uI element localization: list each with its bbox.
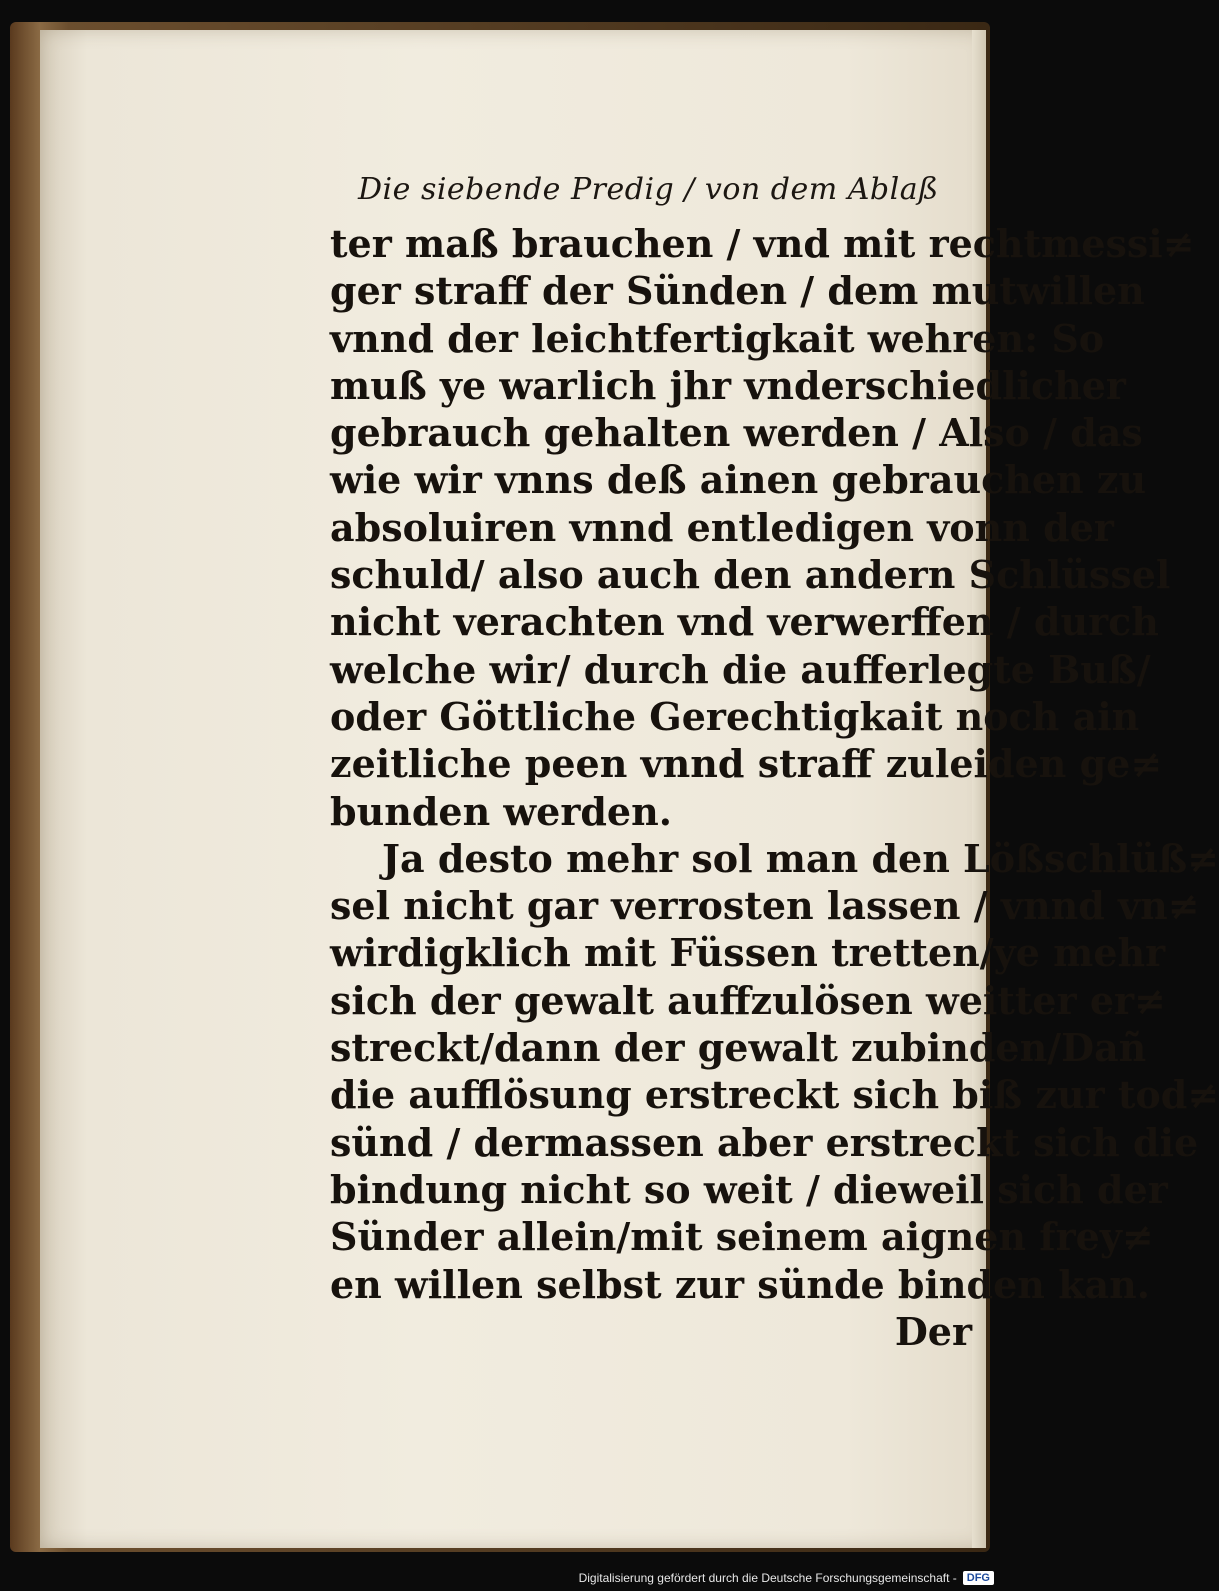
body-text-block	[330, 220, 1219, 1355]
text-line: Sünder allein/mit seinem aignen frey≠	[330, 1214, 1154, 1260]
text-line: en willen selbst zur sünde binden kan.	[330, 1261, 1150, 1307]
text-line: zeitliche peen vnnd straff zuleiden ge≠	[330, 741, 1163, 787]
book-page	[40, 30, 1219, 1548]
text-line: bindung nicht so weit / dieweil sich der	[330, 1166, 1168, 1212]
text-line: muß ye warlich jhr vnderschiedlicher	[330, 362, 1126, 408]
text-line: wirdigklich mit Füssen tretten/ye mehr	[330, 930, 1166, 976]
catchword: Der	[894, 1308, 972, 1354]
digitization-credit	[579, 1571, 994, 1585]
running-title: Die siebende Predig / von dem Ablaß	[358, 172, 939, 207]
dfg-logo: DFG	[963, 1571, 994, 1585]
text-line: sünd / dermassen aber erstreckt sich die	[330, 1119, 1199, 1165]
text-line: streckt/dann der gewalt zubinden/Dañ	[330, 1025, 1147, 1071]
text-line: welche wir/ durch die aufferlegte Buß/	[330, 646, 1151, 692]
text-line: vnnd der leichtfertigkait wehren: So	[330, 315, 1105, 361]
text-line: sich der gewalt auffzulösen weitter er≠	[330, 977, 1166, 1023]
text-line: gebrauch gehalten werden / Also / das	[330, 410, 1143, 456]
text-line: die aufflösung erstreckt sich biß zur tod≠	[330, 1072, 1219, 1118]
text-line: schuld/ also auch den andern Schlüssel	[330, 552, 1171, 598]
text-line: oder Göttliche Gerechtigkait noch ain	[330, 693, 1140, 739]
text-line: wie wir vnns deß ainen gebrauchen zu	[330, 457, 1147, 503]
text-line: ter maß brauchen / vnd mit rechtmessi≠	[330, 221, 1195, 266]
text-line: ger straff der Sünden / dem mutwillen	[330, 268, 1145, 314]
credit-text: Digitalisierung gefördert durch die Deutsche Forschungsgemeinschaft -	[578, 1571, 957, 1585]
text-line: nicht verachten vnd verwerffen / durch	[330, 599, 1159, 645]
text-line: absoluiren vnnd entledigen vonn der	[330, 504, 1114, 550]
footer-bar	[0, 1554, 1000, 1591]
text-line: sel nicht gar verrosten lassen / vnnd vn≠	[330, 883, 1200, 929]
text-line: bunden werden.	[330, 788, 672, 834]
paragraph-start-line: Ja desto mehr sol man den Lößschlüß≠	[382, 835, 1219, 881]
